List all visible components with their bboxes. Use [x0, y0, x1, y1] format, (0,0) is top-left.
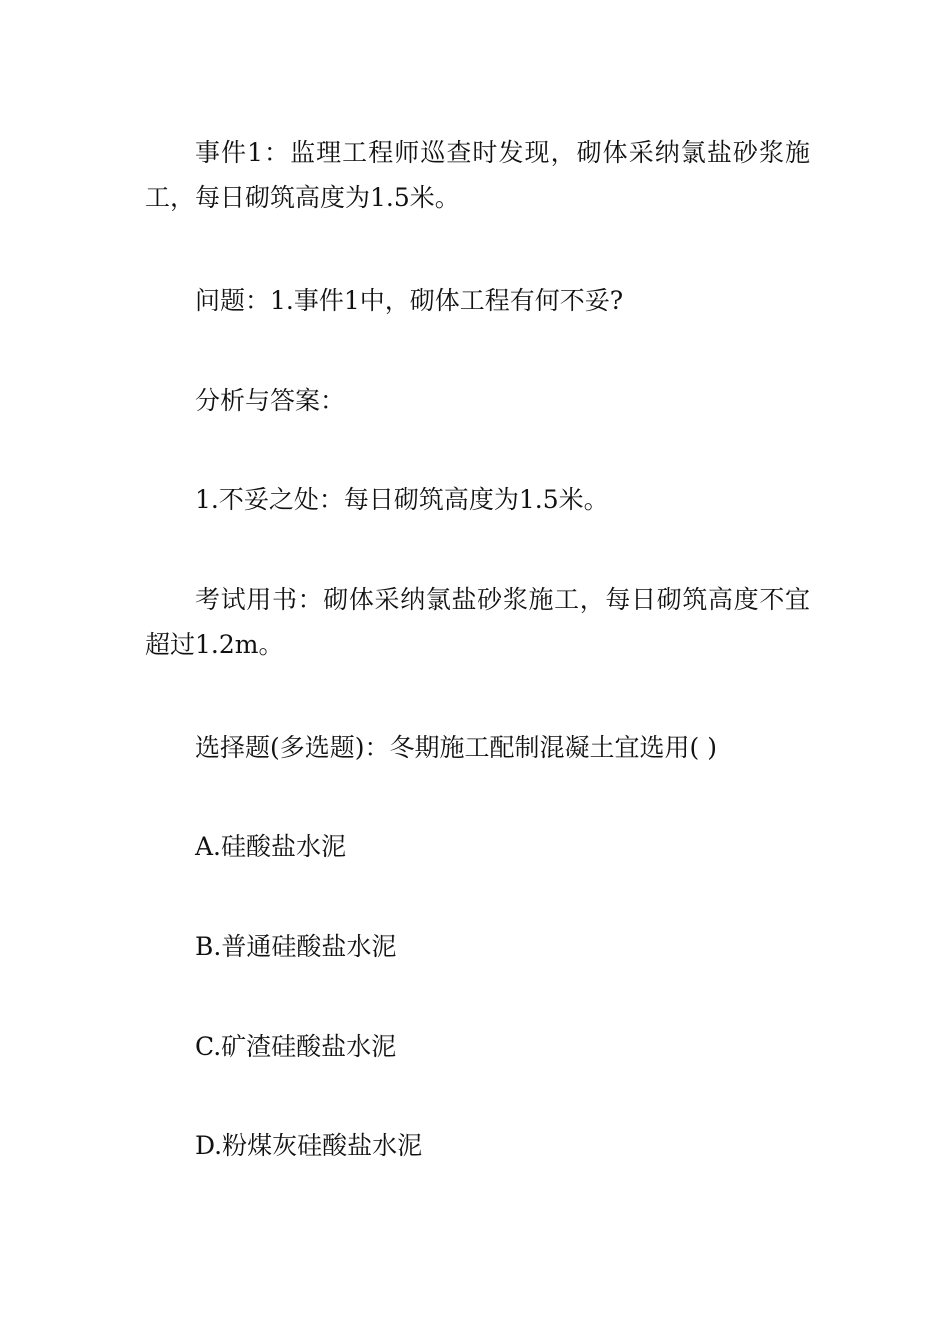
option-c: C.矿渣硅酸盐水泥: [195, 1032, 397, 1061]
option-d: D.粉煤灰硅酸盐水泥: [195, 1131, 423, 1160]
answer-paragraph: 1.不妥之处：每日砌筑高度为1.5米。: [195, 485, 609, 514]
textbook-reference-paragraph: 考试用书：砌体采纳氯盐砂浆施工，每日砌筑高度不宜超过1.2m。: [145, 585, 810, 659]
option-b: B.普通硅酸盐水泥: [195, 932, 397, 961]
question-paragraph: 问题：1.事件1中，砌体工程有何不妥?: [195, 286, 624, 315]
option-a: A.硅酸盐水泥: [195, 832, 347, 861]
analysis-heading: 分析与答案：: [195, 386, 346, 415]
multiple-choice-question: 选择题(多选题)：冬期施工配制混凝土宜选用( ): [195, 733, 717, 762]
event-paragraph: 事件1：监理工程师巡查时发现，砌体采纳氯盐砂浆施工，每日砌筑高度为1.5米。: [145, 138, 810, 212]
